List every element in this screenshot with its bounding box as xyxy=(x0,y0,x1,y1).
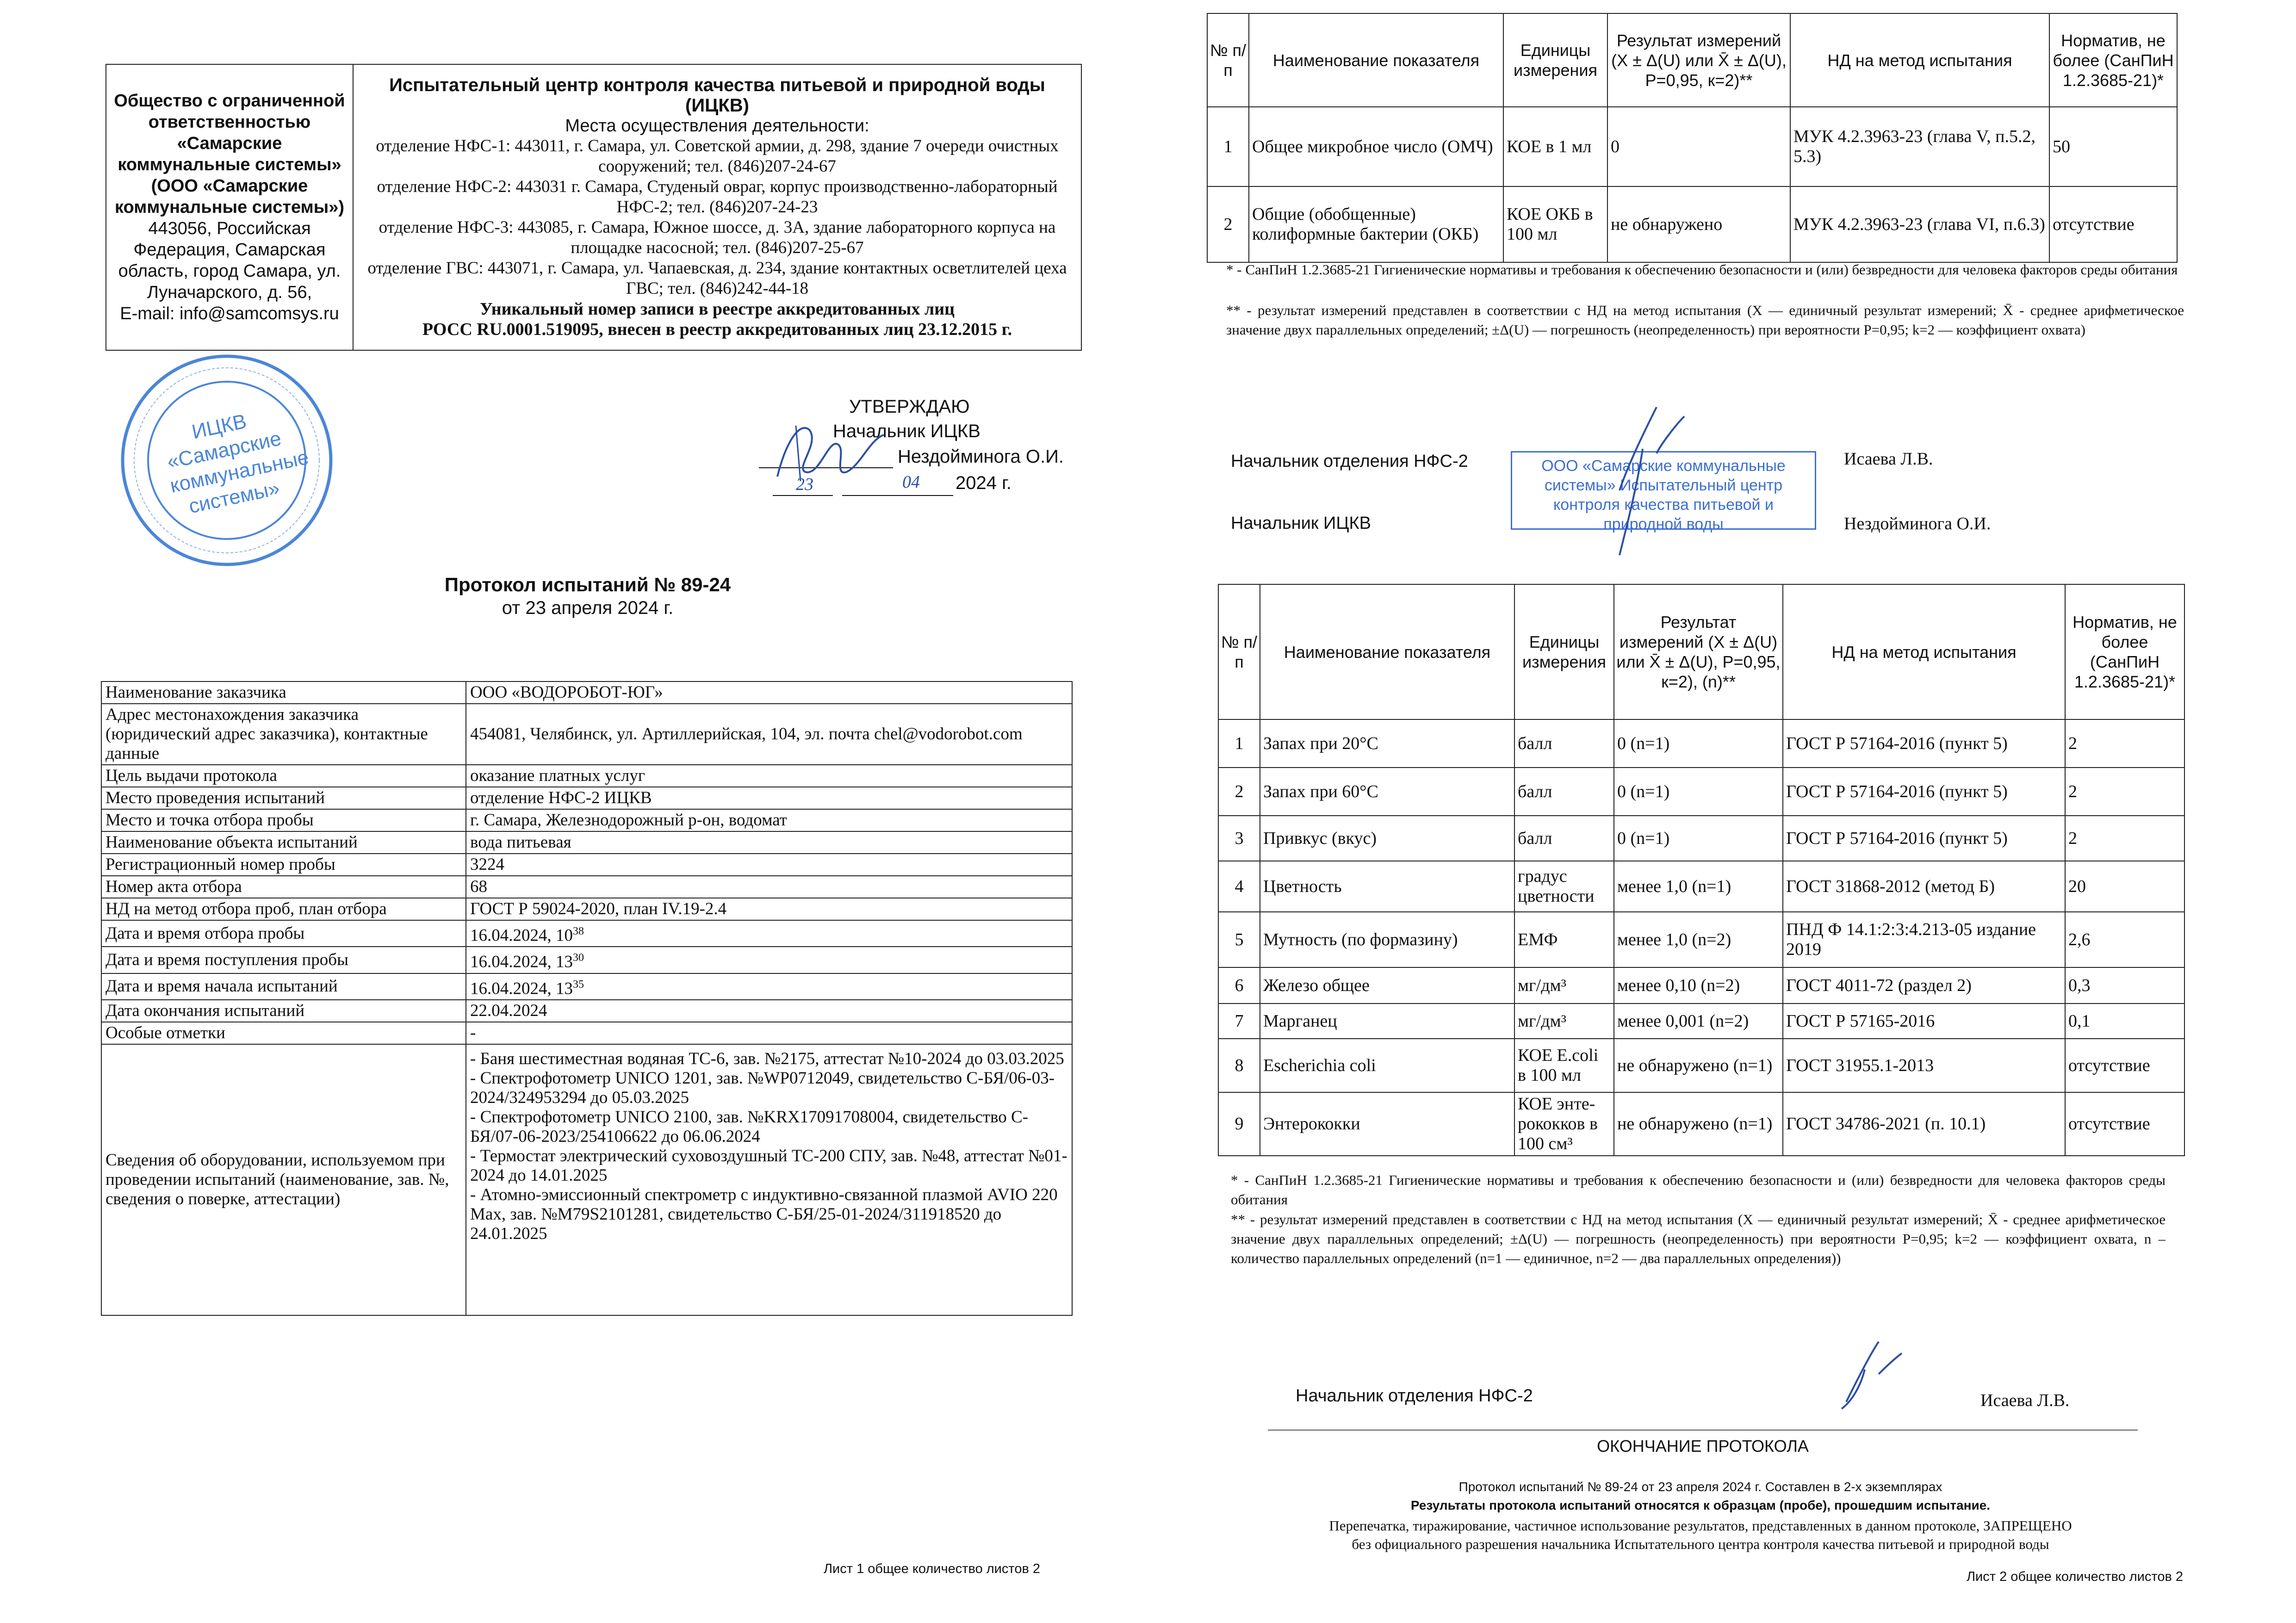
note1-b: ** - результат измерений представлен в соответствии с НД на метод испытания (X — единичный результат измерений; X̄ - среднее арифметическое значение двух параллельных определений; ±Δ(U) — погрешность (неопределенность) при вероятности Р=0,95; k=2 — коэффициент охвата) xyxy=(1226,302,2184,338)
info-row xyxy=(101,854,1072,876)
sign1-position-2: Начальник ИЦКВ xyxy=(1231,514,1371,533)
t2-cell-num: 7 xyxy=(1218,1004,1260,1039)
info-label: Наименование заказчика xyxy=(101,681,466,704)
t2-cell-units: ЕМФ xyxy=(1514,912,1614,967)
info-label: Особые отметки xyxy=(101,1022,466,1044)
t2-cell-norm: отсутствие xyxy=(2065,1092,2184,1156)
t2-cell-name: Привкус (вкус) xyxy=(1260,816,1514,861)
t2-cell-units: мг/дм³ xyxy=(1514,967,1614,1004)
info-label: Цель выдачи протокола xyxy=(101,765,466,787)
info-value-text: вода питьевая xyxy=(470,833,571,852)
end-divider xyxy=(1268,1430,2138,1431)
info-value-text: ГОСТ Р 59024-2020, план IV.19-2.4 xyxy=(470,899,727,918)
info-row xyxy=(101,809,1072,831)
t1-cell-method: МУК 4.2.3963-23 (глава V, п.5.2, 5.3) xyxy=(1790,107,2049,186)
t2-cell-name: Марганец xyxy=(1260,1004,1514,1039)
t2-cell-name: Цветность xyxy=(1260,861,1514,912)
t2-cell-units: КОЕ E.coli в 100 мл xyxy=(1514,1039,1614,1092)
registry-line-1: Уникальный номер записи в реестре аккредитованных лиц xyxy=(479,299,955,319)
page-1-footer: Лист 1 общее количество листов 2 xyxy=(824,1561,1041,1576)
equipment-label: Сведения об оборудовании, используемом при проведении испытаний (наименование, зав. №, сведения о поверке, аттестации) xyxy=(101,1044,466,1315)
lab-title: Испытательный центр контроля качества питьевой и природной воды (ИЦКВ) xyxy=(389,75,1045,116)
sign2-name: Исаева Л.В. xyxy=(1980,1391,2070,1410)
date-month: 04 xyxy=(902,472,920,492)
t2-h-result: Результат измерений (X ± Δ(U) или X̄ ± Δ(U), Р=0,95, к=2), (n)** xyxy=(1614,584,1783,719)
info-value-text: - xyxy=(470,1023,476,1042)
final-line-1: Протокол испытаний № 89-24 от 23 апреля 2024 г. Составлен в 2-х экземплярах xyxy=(1458,1480,1942,1494)
info-label: Дата и время отбора пробы xyxy=(101,920,466,947)
info-value-minutes: 38 xyxy=(573,925,584,937)
t1-h-result: Результат измерений (X ± Δ(U) или X̄ ± Δ(U), Р=0,95, к=2)** xyxy=(1607,13,1790,107)
t2-cell-method: ГОСТ 4011-72 (раздел 2) xyxy=(1783,967,2065,1004)
t2-cell-units: балл xyxy=(1514,719,1614,768)
t2-cell-norm: 0,3 xyxy=(2065,967,2184,1004)
equipment-item: - Спектрофотометр UNICO 1201, зав. №WP0712049, свидетельство С-БЯ/06-03-2024/324953294 до 05.03.2025 xyxy=(470,1068,1055,1107)
info-value-minutes: 35 xyxy=(573,978,584,991)
info-value xyxy=(466,809,1072,831)
t1-h-norm: Норматив, не более (СанПиН 1.2.3685-21)* xyxy=(2049,13,2177,107)
sign2-signature-icon xyxy=(1832,1332,1906,1411)
t2-cell-method: ГОСТ Р 57165-2016 xyxy=(1783,1004,2065,1039)
table-row xyxy=(1207,186,2177,262)
t2-cell-result: менее 1,0 (n=2) xyxy=(1614,912,1783,967)
t2-cell-result: 0 (n=1) xyxy=(1614,719,1783,768)
t2-cell-result: не обнаружено (n=1) xyxy=(1614,1092,1783,1156)
table-row xyxy=(1218,1004,2184,1039)
info-label: Дата и время поступления пробы xyxy=(101,947,466,973)
places-title: Места осуществления деятельности: xyxy=(565,116,869,136)
t1-cell-result: 0 xyxy=(1607,107,1790,186)
t2-cell-name: Запах при 60°С xyxy=(1260,768,1514,816)
end-title: ОКОНЧАНИЕ ПРОТОКОЛА xyxy=(1597,1437,1809,1456)
t2-cell-name: Энтерококки xyxy=(1260,1092,1514,1156)
info-label: Дата окончания испытаний xyxy=(101,1000,466,1022)
table-row xyxy=(1218,1039,2184,1092)
t2-h-norm: Норматив, не более (СанПиН 1.2.3685-21)* xyxy=(2065,584,2184,719)
t2-cell-num: 3 xyxy=(1218,816,1260,861)
t1-h-units: Единицы измерения xyxy=(1503,13,1607,107)
info-value xyxy=(466,765,1072,787)
info-row xyxy=(101,765,1072,787)
info-row xyxy=(101,920,1072,947)
date-year: 2024 г. xyxy=(956,473,1011,493)
info-row xyxy=(101,973,1072,1000)
t2-cell-units: мг/дм³ xyxy=(1514,1004,1614,1039)
table-row xyxy=(1218,816,2184,861)
approve-signature-icon xyxy=(768,412,888,490)
org-title: Общество с ограниченной ответственностью «Самарские коммунальные системы» (ООО «Самарские коммунальные системы») xyxy=(114,91,345,217)
t1-cell-norm: 50 xyxy=(2049,107,2177,186)
t2-cell-result: 0 (n=1) xyxy=(1614,816,1783,861)
branch-3: отделение НФС-3: 443085, г. Самара, Южное шоссе, д. 3А, здание лабораторного корпуса на площадке насосной; тел. (846)207-25-67 xyxy=(379,218,1056,257)
table-row xyxy=(1218,967,2184,1004)
info-value xyxy=(466,787,1072,809)
date-day-line xyxy=(773,495,833,496)
info-label: Дата и время начала испытаний xyxy=(101,973,466,1000)
note2-b: ** - результат измерений представлен в соответствии с НД на метод испытания (X — единичный результат измерений; X̄ - среднее арифметическое значение двух параллельных определений; ±Δ(U) — погрешность (неопределенность) при вероятности Р=0,95; k=2 — коэффициент охвата, n – количество параллельных определений (n=1 — единичное, n=2 — два параллельных определения)) xyxy=(1231,1211,2166,1266)
t2-cell-num: 4 xyxy=(1218,861,1260,912)
t2-cell-norm: 20 xyxy=(2065,861,2184,912)
t2-h-method: НД на метод испытания xyxy=(1783,584,2065,719)
t1-h-name: Наименование показателя xyxy=(1249,13,1503,107)
t2-cell-norm: 2 xyxy=(2065,768,2184,816)
info-row xyxy=(101,947,1072,973)
info-label: Номер акта отбора xyxy=(101,876,466,898)
org-email: E-mail: info@samcomsys.ru xyxy=(120,304,339,323)
table-row xyxy=(1218,912,2184,967)
info-value-text: 454081, Челябинск, ул. Артиллерийская, 104, эл. почта chel@vodorobot.com xyxy=(470,725,1023,743)
t2-cell-num: 2 xyxy=(1218,768,1260,816)
t2-cell-num: 1 xyxy=(1218,719,1260,768)
t1-cell-name: Общие (обобщенные) колиформные бактерии (ОКБ) xyxy=(1249,186,1503,262)
rect-stamp: ООО «Самарские коммунальные системы» Испытательный центр контроля качества питьевой и природной воды xyxy=(1511,451,1816,530)
sign2-position: Начальник отделения НФС-2 xyxy=(1296,1386,1533,1406)
approve-title: УТВЕРЖДАЮ xyxy=(849,396,970,417)
sign1-signature-icon xyxy=(1601,398,1694,564)
t2-cell-num: 9 xyxy=(1218,1092,1260,1156)
t1-cell-num: 1 xyxy=(1207,107,1249,186)
t2-h-num: № п/п xyxy=(1218,584,1260,719)
table-row xyxy=(1207,107,2177,186)
t2-cell-method: ГОСТ Р 57164-2016 (пункт 5) xyxy=(1783,719,2065,768)
lab-cell xyxy=(353,64,1081,350)
t2-cell-norm: 2 xyxy=(2065,816,2184,861)
t2-cell-num: 6 xyxy=(1218,967,1260,1004)
info-table xyxy=(101,681,1073,1316)
info-value-text: ООО «ВОДОРОБОТ-ЮГ» xyxy=(470,683,663,702)
t2-cell-result: не обнаружено (n=1) xyxy=(1614,1039,1783,1092)
info-value xyxy=(466,704,1072,765)
final-line-2: Результаты протокола испытаний относятся к образцам (пробе), прошедшим испытание. xyxy=(1410,1498,1991,1512)
note2-a: * - СанПиН 1.2.3685-21 Гигиенические нормативы и требования к обеспечению безопасности и (или) безвредности для человека факторов среды обитания xyxy=(1231,1172,2166,1208)
info-value xyxy=(466,1000,1072,1022)
t2-cell-units: балл xyxy=(1514,768,1614,816)
equipment-item: - Термостат электрический суховоздушный ТС-200 СПУ, зав. №48, аттестат №01-2024 до 14.01.2025 xyxy=(470,1146,1067,1185)
sign1-name-1: Исаева Л.В. xyxy=(1844,449,1933,469)
approve-position: Начальник ИЦКВ xyxy=(833,421,980,441)
info-label: Наименование объекта испытаний xyxy=(101,831,466,854)
approve-name: Нездойминога О.И. xyxy=(898,446,1064,467)
protocol-title: Протокол испытаний № 89-24 xyxy=(444,574,731,595)
info-value xyxy=(466,947,1072,973)
info-value xyxy=(466,920,1072,947)
t1-h-num: № п/п xyxy=(1207,13,1249,107)
date-day: 23 xyxy=(796,475,813,494)
t2-cell-result: менее 0,001 (n=2) xyxy=(1614,1004,1783,1039)
round-stamp-text: ИЦКВ «Самарские коммунальные системы» xyxy=(165,409,311,518)
info-value-text: 3224 xyxy=(470,855,504,874)
info-row xyxy=(101,1022,1072,1044)
t1-cell-units: КОЕ ОКБ в 100 мл xyxy=(1503,186,1607,262)
info-value-text: 68 xyxy=(470,877,487,896)
branch-4: отделение ГВС: 443071, г. Самара, ул. Чапаевская, д. 234, здание контактных осветлителей цеха ГВС; тел. (846)242-44-18 xyxy=(367,259,1067,298)
info-value-text: г. Самара, Железнодорожный р-он, водомат xyxy=(470,811,787,830)
registry-line-2: РОСС RU.0001.519095, внесен в реестр аккредитованных лиц 23.12.2015 г. xyxy=(422,320,1012,339)
t2-cell-method: ГОСТ Р 57164-2016 (пункт 5) xyxy=(1783,816,2065,861)
info-label: Место и точка отбора пробы xyxy=(101,809,466,831)
info-value-text: 16.04.2024, 13 xyxy=(470,979,573,998)
t2-cell-result: менее 1,0 (n=1) xyxy=(1614,861,1783,912)
sign1-name-2: Нездойминога О.И. xyxy=(1844,514,1991,533)
t1-h-method: НД на метод испытания xyxy=(1790,13,2049,107)
t2-cell-num: 5 xyxy=(1218,912,1260,967)
t2-cell-method: ГОСТ 31955.1-2013 xyxy=(1783,1039,2065,1092)
info-value xyxy=(466,681,1072,704)
date-month-line xyxy=(842,495,953,496)
t2-cell-result: менее 0,10 (n=2) xyxy=(1614,967,1783,1004)
page-2-footer: Лист 2 общее количество листов 2 xyxy=(1967,1569,2184,1584)
info-value xyxy=(466,973,1072,1000)
info-row xyxy=(101,704,1072,765)
t2-cell-norm: 2 xyxy=(2065,719,2184,768)
t2-cell-name: Запах при 20°С xyxy=(1260,719,1514,768)
info-value-minutes: 30 xyxy=(573,952,584,964)
info-row xyxy=(101,898,1072,920)
equipment-item: - Баня шестиместная водяная ТС-6, зав. №2175, аттестат №10-2024 до 03.03.2025 xyxy=(470,1049,1064,1068)
t2-cell-method: ПНД Ф 14.1:2:3:4.213-05 издание 2019 xyxy=(1783,912,2065,967)
t2-cell-units: КОЕ энте-рококков в 100 см³ xyxy=(1514,1092,1614,1156)
t1-cell-norm: отсутствие xyxy=(2049,186,2177,262)
org-cell xyxy=(106,64,353,350)
table-row xyxy=(1218,861,2184,912)
branch-1: отделение НФС-1: 443011, г. Самара, ул. Советской армии, д. 298, здание 7 очереди очистных сооружений; тел. (846)207-24-67 xyxy=(376,136,1059,176)
info-row xyxy=(101,831,1072,854)
info-row xyxy=(101,876,1072,898)
info-row xyxy=(101,787,1072,809)
equipment-row xyxy=(101,1044,1072,1315)
info-label: Регистрационный номер пробы xyxy=(101,854,466,876)
t2-cell-name: Железо общее xyxy=(1260,967,1514,1004)
branch-2: отделение НФС-2: 443031 г. Самара, Студеный овраг, корпус производственно-лабораторный НФС-2; тел. (846)207-24-23 xyxy=(377,177,1058,217)
results-table-organoleptic xyxy=(1218,584,2185,1156)
t2-cell-name: Мутность (по формазину) xyxy=(1260,912,1514,967)
info-value-text: 16.04.2024, 10 xyxy=(470,926,573,945)
info-value xyxy=(466,1022,1072,1044)
t2-cell-units: балл xyxy=(1514,816,1614,861)
table-row xyxy=(1218,719,2184,768)
org-address: 443056, Российская Федерация, Самарская область, город Самара, ул. Луначарского, д. 56, xyxy=(118,219,341,302)
t1-cell-method: МУК 4.2.3963-23 (глава VI, п.6.3) xyxy=(1790,186,2049,262)
t2-cell-norm: отсутствие xyxy=(2065,1039,2184,1092)
info-value-text: 16.04.2024, 13 xyxy=(470,952,573,972)
info-row xyxy=(101,681,1072,704)
round-stamp xyxy=(116,349,338,571)
t2-cell-units: градус цветности xyxy=(1514,861,1614,912)
info-value-text: 22.04.2024 xyxy=(470,1001,547,1020)
info-row xyxy=(101,1000,1072,1022)
equipment-item: - Спектрофотометр UNICO 2100, зав. №KRX17091708004, свидетельство С-БЯ/07-06-2023/254106622 до 06.06.2024 xyxy=(470,1107,1029,1146)
t2-cell-norm: 0,1 xyxy=(2065,1004,2184,1039)
t1-cell-units: КОЕ в 1 мл xyxy=(1503,107,1607,186)
t2-h-units: Единицы измерения xyxy=(1514,584,1614,719)
info-value-text: отделение НФС-2 ИЦКВ xyxy=(470,788,652,807)
info-value xyxy=(466,854,1072,876)
header-table xyxy=(105,64,1082,351)
t2-cell-method: ГОСТ 34786-2021 (п. 10.1) xyxy=(1783,1092,2065,1156)
info-value-text: оказание платных услуг xyxy=(470,766,645,785)
results-table-micro xyxy=(1207,13,2178,263)
t2-cell-norm: 2,6 xyxy=(2065,912,2184,967)
t1-cell-name: Общее микробное число (ОМЧ) xyxy=(1249,107,1503,186)
info-value xyxy=(466,898,1072,920)
table-row xyxy=(1218,768,2184,816)
info-label: Место проведения испытаний xyxy=(101,787,466,809)
t1-cell-result: не обнаружено xyxy=(1607,186,1790,262)
equipment-list xyxy=(466,1044,1072,1315)
info-value xyxy=(466,831,1072,854)
info-value xyxy=(466,876,1072,898)
info-label: Адрес местонахождения заказчика (юридический адрес заказчика), контактные данные xyxy=(101,704,466,765)
final-line-3: Перепечатка, тиражирование, частичное использование результатов, представленных в данном протоколе, ЗАПРЕЩЕНО xyxy=(1329,1518,2072,1534)
final-line-4: без официального разрешения начальника Испытательного центра контроля качества питьевой и природной воды xyxy=(1352,1536,2049,1552)
t2-cell-method: ГОСТ 31868-2012 (метод Б) xyxy=(1783,861,2065,912)
note1-a: * - СанПиН 1.2.3685-21 Гигиенические нормативы и требования к обеспечению безопасности и (или) безвредности для человека факторов среды обитания xyxy=(1226,261,2178,278)
t2-cell-name: Escherichia coli xyxy=(1260,1039,1514,1092)
sign1-position-1: Начальник отделения НФС-2 xyxy=(1231,452,1468,471)
t2-h-name: Наименование показателя xyxy=(1260,584,1514,719)
table-row xyxy=(1218,1092,2184,1156)
t1-cell-num: 2 xyxy=(1207,186,1249,262)
equipment-item: - Атомно-эмиссионный спектрометр с индуктивно-связанной плазмой AVIO 220 Max, зав. №M79S2101281, свидетельство С-БЯ/25-01-2024/311918520 до 24.01.2025 xyxy=(470,1185,1058,1243)
info-label: НД на метод отбора проб, план отбора xyxy=(101,898,466,920)
t2-cell-result: 0 (n=1) xyxy=(1614,768,1783,816)
protocol-date: от 23 апреля 2024 г. xyxy=(502,598,674,618)
t2-cell-method: ГОСТ Р 57164-2016 (пункт 5) xyxy=(1783,768,2065,816)
t2-cell-num: 8 xyxy=(1218,1039,1260,1092)
